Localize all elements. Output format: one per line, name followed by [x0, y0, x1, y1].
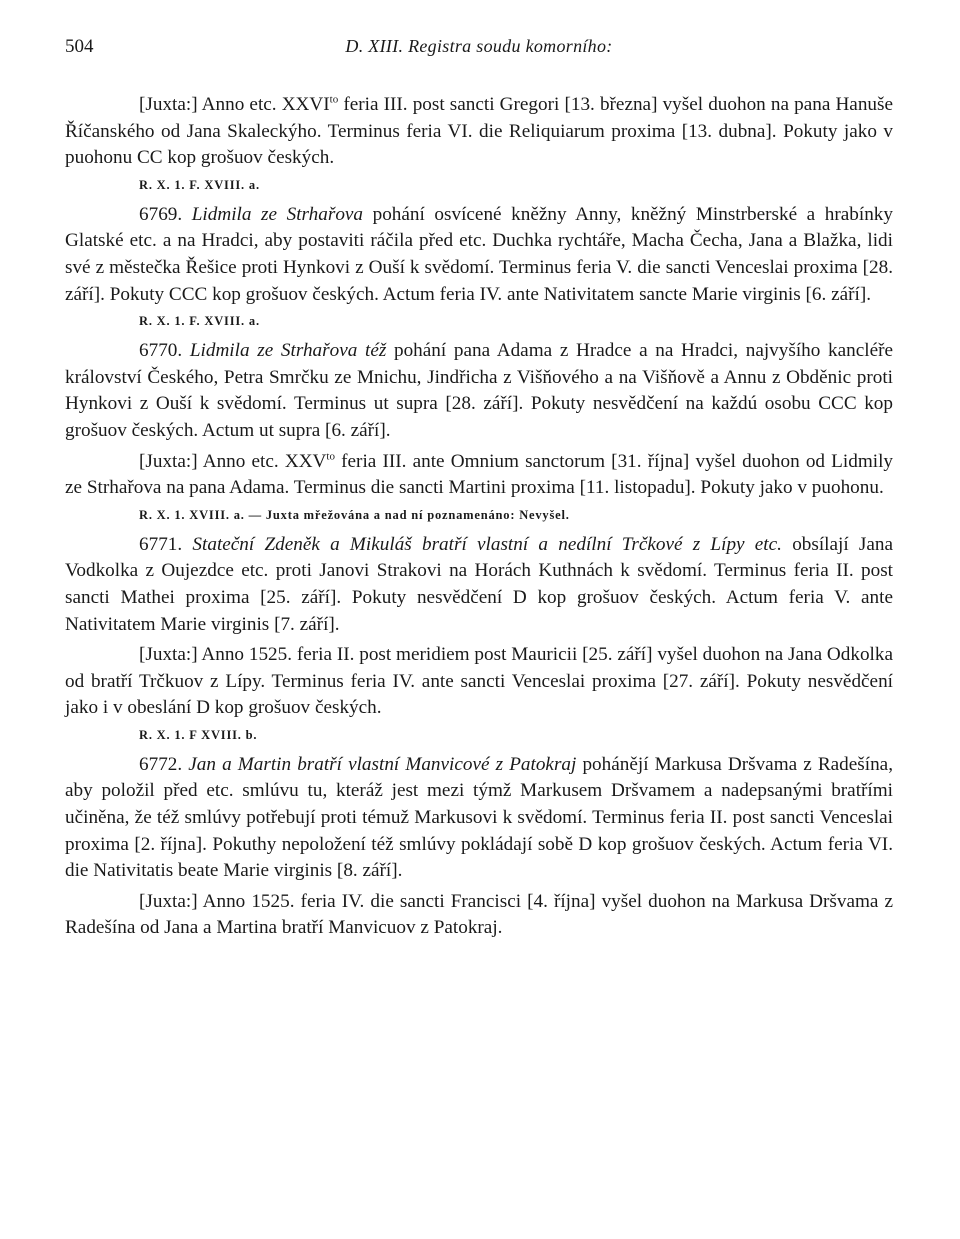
page-number: 504: [65, 36, 94, 57]
text-run: pohánějí Markusa Dršvama z Radešína, aby položil před etc. smlúvu tu, kteráž jest mezi týmž Markusem Dršvamem a nadepsanými bratřími učiněna, že též smlúvy potřebují proti témuž Markusovi k svědomí. Terminus feria II. post sancti Venceslai proxima [2. října]. Pokuthy nepoložení též smlúvy pokládají sobě D kop grošuov českých. Actum feria VI. die Nativitatis beate Marie virginis [8. září].: [65, 753, 893, 882]
superscript: to: [329, 93, 339, 106]
text-run: pohání osvícené kněžny Anny, kněžný Minstrberské a hrabínky Glatské etc. a na Hradci, aby postaviti ráčila před etc. Duchka rychtáře, Macha Čecha, Jana a Blažka, lidi své z městečka Řešice proti Hynkovi z Ouší k svědomí. Terminus feria V. die sancti Venceslai proxima [28. září]. Pokuty CCC kop grošuov českých. Actum feria IV. ante Nativitatem sancte Marie virginis [6. září].: [65, 203, 893, 305]
text-run: feria III. ante Omnium sanctorum [31. října] vyšel duohon od Lidmily ze Strhařova na pana Adama. Terminus die sancti Martini proxima [11. listopadu]. Pokuty jako v puohonu.: [65, 450, 894, 499]
party-names: Lidmila ze Strhařova též: [189, 340, 387, 362]
archival-signature: R. X. 1. XVIII. a. — Juxta mřežována a nad ní poznamenáno: Nevyšel.: [139, 507, 570, 522]
text-run: [Juxta:] Anno etc. XXVI: [139, 94, 330, 115]
party-names: Lidmila ze Strhařova: [191, 203, 364, 225]
text-run: obsílají Jana Vodkolka z Oujezdce etc. proti Janovi Strakovi na Horách Kuthnách k svědomí. Terminus feria II. post sancti Mathei proxima [25. září]. Pokuty nesvědčení D kop grošuov českých. Actum feria V. ante Nativitatem Marie virginis [7. září].: [65, 533, 894, 635]
archival-signature: R. X. 1. F XVIII. b.: [139, 727, 258, 742]
text-run: 6771.: [139, 533, 193, 555]
paragraph: [65, 889, 893, 942]
page: [65, 36, 893, 942]
paragraph: [65, 449, 893, 502]
text-run: pohání pana Adama z Hradce a na Hradci, najvyšího kancléře království Českého, Petra Smrčku ze Mnichu, Jindřicha z Višňového a na Višňově a Annu z Obděnic proti Hynkovi z Ouší k svědomí. Terminus ut supra [28. září]. Pokuty nesvědčení na každú osobu CCC kop grošuov českých. Actum ut supra [6. září].: [65, 340, 893, 441]
text-run: [Juxta:] Anno 1525. feria IV. die sancti Francisci [4. října] vyšel duohon na Markusa Dršvama z Radešína od Jana a Martina bratří Manvicuov z Patokraj.: [65, 890, 893, 939]
text-run: feria III. post sancti Gregori [13. března] vyšel duohon na pana Hanuše Říčanského od Jana Skaleckýho. Terminus feria VI. die Reliquiarum proxima [13. dubna]. Pokuty jako v puohonu CC kop grošuov českých.: [65, 94, 893, 169]
archival-signature: R. X. 1. F. XVIII. a.: [139, 314, 260, 329]
text-run: [Juxta:] Anno 1525. feria II. post meridiem post Mauricii [25. září] vyšel duohon na Jana Odkolka od bratří Trčkuov z Lípy. Terminus feria IV. ante sancti Venceslai proxima [27. září]. Pokuty nesvědčení jako i v obeslání D kop grošuov českých.: [65, 644, 893, 719]
page-header: [65, 36, 893, 68]
text-run: 6769.: [139, 203, 192, 225]
paragraph: [65, 92, 893, 172]
archival-signature: R. X. 1. F. XVIII. a.: [139, 177, 260, 192]
party-names: Jan a Martin bratří vlastní Manvicové z Patokraj: [188, 753, 577, 775]
running-title: D. XIII. Registra soudu komorního:: [345, 36, 613, 56]
document-body: [65, 92, 893, 942]
text-run: [Juxta:] Anno etc. XXV: [139, 450, 327, 472]
paragraph: [65, 752, 893, 885]
text-run: 6770.: [139, 340, 190, 362]
paragraph: [65, 338, 893, 444]
paragraph: [65, 202, 893, 308]
paragraph: [65, 532, 893, 638]
paragraph: [65, 642, 893, 722]
superscript: to: [326, 450, 335, 463]
text-run: 6772.: [139, 753, 189, 775]
party-names: Stateční Zdeněk a Mikuláš bratří vlastní a nedílní Trčkové z Lípy etc.: [192, 533, 782, 555]
